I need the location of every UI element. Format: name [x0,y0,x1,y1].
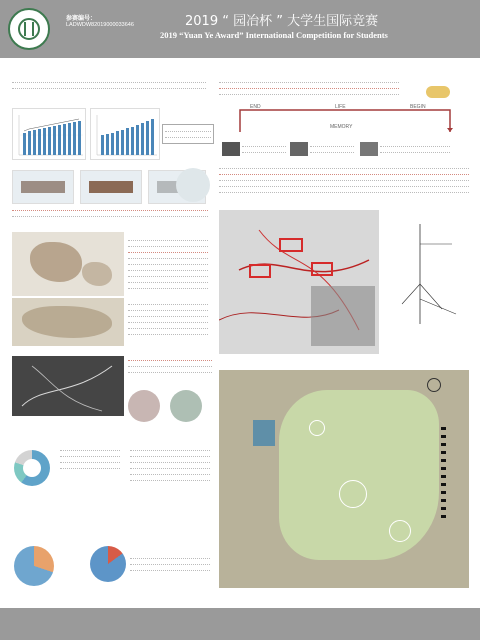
concept-caption-2 [310,142,354,158]
highlight-box [311,262,333,276]
legend-swatch [441,427,446,430]
legend-swatch [441,507,446,510]
people-illustration [418,78,458,104]
chart-bar [53,126,56,155]
competition-logo [8,8,50,50]
survey-text-2 [130,446,210,486]
chart-bar [33,130,36,155]
chart-bar [38,129,41,155]
chart-bar [73,122,76,155]
chart-bar [101,135,104,155]
people-figure-icon [426,86,450,98]
terrain-blob [30,242,82,282]
pie-chart-1 [14,546,54,586]
road-line [32,366,102,411]
aerial-road-map [12,356,124,416]
entry-id-label: 参赛编号： [66,16,97,22]
chart-caption [162,124,214,144]
legend-swatch [441,475,446,478]
chart-bar [111,133,114,155]
legend-swatch [441,435,446,438]
legend-item [441,482,448,486]
photo-content [21,181,65,193]
terrain-blob [82,262,112,286]
chart-bar [48,127,51,155]
legend-swatch [441,451,446,454]
plan-node [389,520,411,542]
detail-circle-1 [128,390,160,422]
master-plan [219,370,469,588]
context-text [12,206,208,218]
survey-text-3 [130,554,210,582]
chart-bar [151,119,154,155]
legend-item [441,458,448,462]
pie-chart-2 [90,546,126,582]
context-photo-1 [12,170,74,204]
footer-band [0,608,480,640]
legend-swatch [441,499,446,502]
plan-water-edge [253,420,275,446]
legend-swatch [441,483,446,486]
legend-item [441,426,448,430]
memory-diagram [230,104,460,138]
chart-bar [141,123,144,155]
map-description-1 [128,236,208,292]
concept-text [219,78,399,98]
legend-swatch [441,443,446,446]
chart-bar [121,130,124,155]
header-banner [0,0,480,58]
chart-bar [58,125,61,155]
entry-id-number: LADWDW82019000033646 [66,22,134,28]
concept-photo-3 [360,142,378,156]
people-crowd [311,286,375,346]
poster-title-en: 2019 “Yuan Ye Award” International Competition for Students [160,30,388,40]
logo-pillar-icon [24,22,34,36]
highlight-box [279,238,303,252]
tree-diagram-svg [392,214,470,334]
legend-swatch [441,459,446,462]
donut-hole [23,459,41,477]
concept-collage [219,210,379,354]
legend-swatch [441,491,446,494]
concept-caption-1 [242,142,286,158]
road-lines-svg [12,356,124,416]
circle-diagram [176,168,210,202]
tree-branch [420,284,442,309]
chart-bar [126,128,129,155]
chart-bar [68,123,71,155]
bar-chart-right-svg [91,109,159,159]
chart-bar [23,133,26,155]
chart-bar [116,131,119,155]
legend-item [441,466,448,470]
legend-item [441,498,448,502]
chart-bar [106,134,109,155]
concept-caption-3 [380,142,450,158]
concept-photo-2 [290,142,308,156]
road-line [22,366,112,406]
concept-photo-1 [222,142,240,156]
site-map-1 [12,232,124,296]
legend-item [441,474,448,478]
memory-end-label: END [250,104,261,110]
survey-text-1 [60,446,120,476]
intro-text-block [12,78,206,94]
plan-node [339,480,367,508]
memory-life-label: LIFE [335,104,346,110]
aerial-description [128,356,212,376]
bar-chart-right [90,108,160,160]
site-map-2 [12,298,124,346]
timeline-arrow-icon [447,128,453,132]
tree-branch [402,284,420,304]
bar-chart-left-svg [13,109,85,159]
context-photo-2 [80,170,142,204]
chart-bar [78,121,81,155]
detail-circle-2 [170,390,202,422]
tree-diagram [392,214,470,334]
chart-bar [43,128,46,155]
legend-item [441,442,448,446]
legend-item [441,506,448,510]
memory-center-label: MEMORY [330,124,353,130]
plan-park-area [279,390,439,560]
legend-swatch [441,515,446,518]
legend-item [441,490,448,494]
highlight-box [249,264,271,278]
poster-title-cn: 2019 “ 园冶杯 ” 大学生国际竞赛 [185,14,379,29]
north-arrow-icon [427,378,441,392]
chart-bar [63,124,66,155]
legend-item [441,514,448,518]
photo-content [89,181,133,193]
plan-node [309,420,325,436]
chart-bar [136,125,139,155]
tree-branch [420,299,456,314]
legend-swatch [441,467,446,470]
chart-bar [146,121,149,155]
legend-item [441,434,448,438]
terrain-blob [22,306,112,338]
donut-chart [14,450,50,486]
bar-chart-left [12,108,86,160]
chart-bar [28,131,31,155]
map-description-2 [128,300,208,342]
legend-item [441,450,448,454]
design-text [219,164,469,194]
memory-begin-label: BEGIN [410,104,426,110]
chart-bar [131,127,134,155]
